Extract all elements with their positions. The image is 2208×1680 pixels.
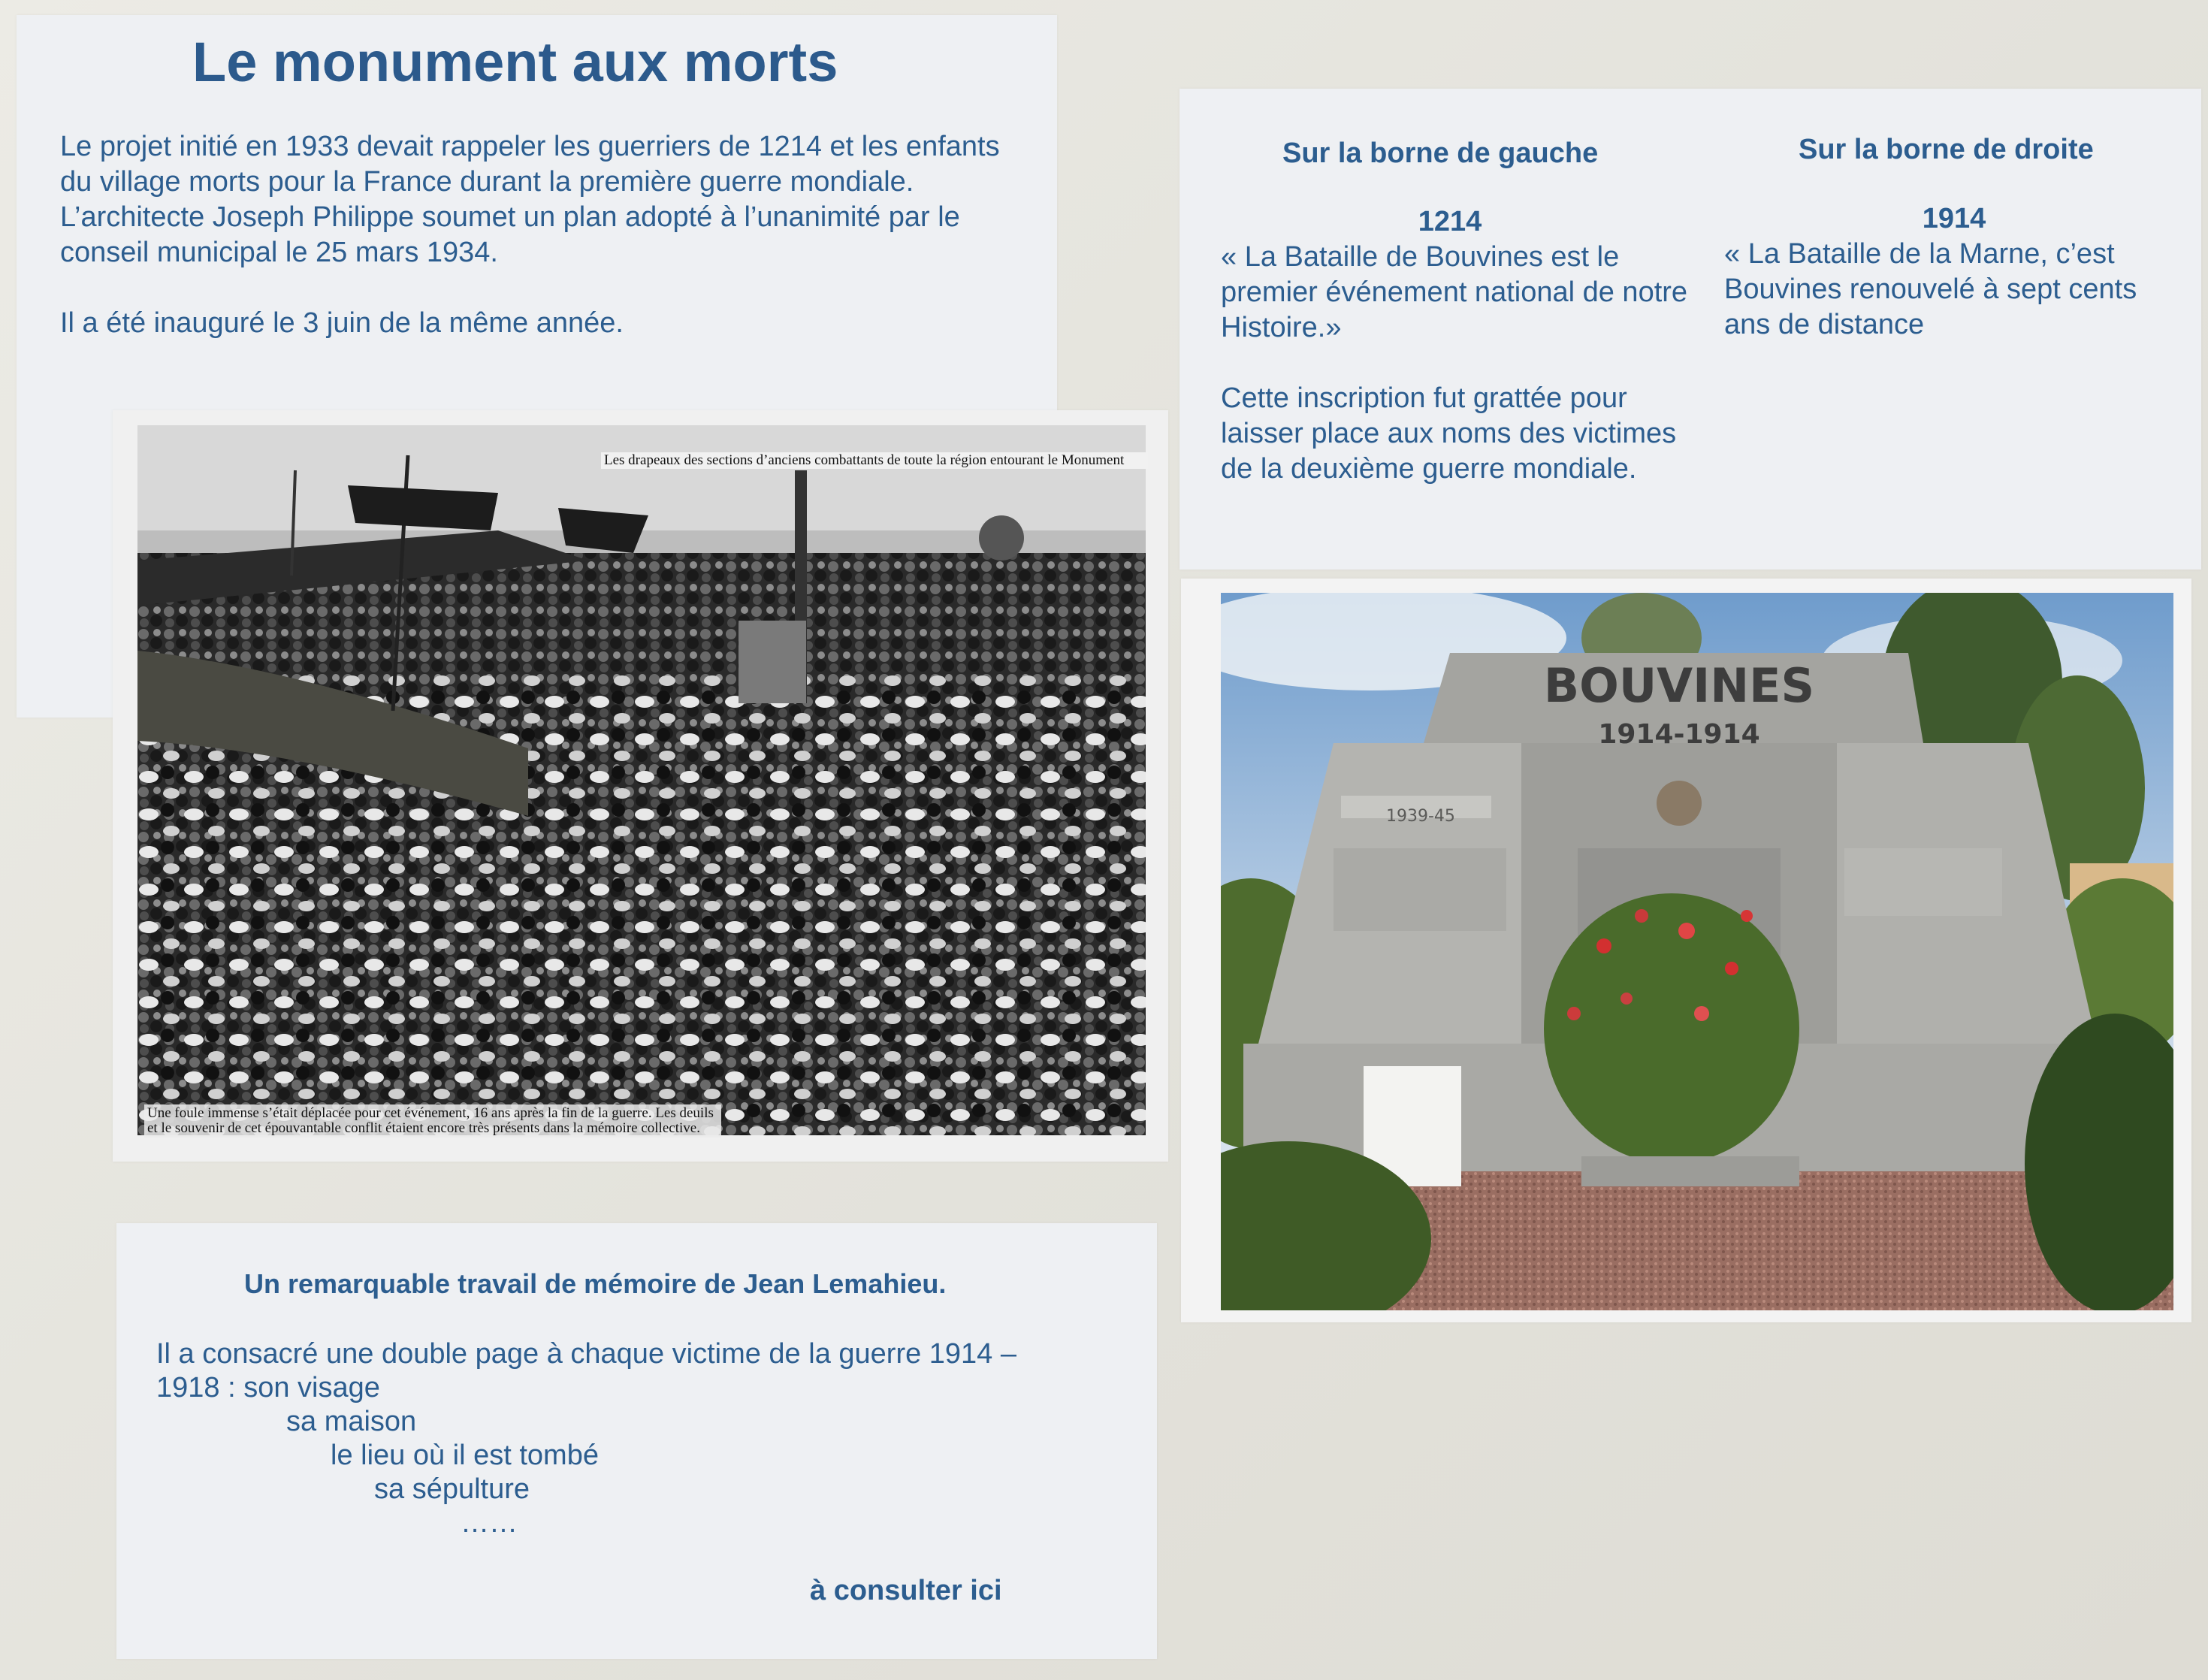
- memoire-line-6: ……: [461, 1507, 518, 1539]
- monument-left-dates: 1939-45: [1386, 807, 1455, 826]
- memoire-line-2: 1918 : son visage: [156, 1372, 380, 1404]
- memoire-line-5: sa sépulture: [374, 1473, 530, 1505]
- monument-photo: [1221, 593, 2173, 1310]
- borne-right-quote: « La Bataille de la Marne, c’est Bouvines renouvelé à sept cents ans de distance: [1724, 238, 2137, 340]
- memoire-line-3: sa maison: [286, 1406, 417, 1437]
- borne-left-year: 1214: [1418, 206, 1482, 237]
- consult-link[interactable]: à consulter ici: [810, 1575, 1002, 1606]
- archive-crowd-photo: [137, 425, 1146, 1135]
- borne-left-heading: Sur la borne de gauche: [1282, 137, 1599, 169]
- borne-left-text: [1221, 204, 1702, 487]
- borne-right-text: [1724, 201, 2190, 343]
- memoire-line-4: le lieu où il est tombé: [331, 1440, 599, 1471]
- borne-left-note: Cette inscription fut grattée pour laisser place aux noms des victimes de la deuxième guerre mondiale.: [1221, 382, 1677, 485]
- intro-paragraph-2: L’architecte Joseph Philippe soumet un plan adopté à l’unanimité par le conseil municipal le 25 mars 1934.: [60, 201, 960, 268]
- borne-left-quote: « La Bataille de Bouvines est le premier événement national de notre Histoire.»: [1221, 241, 1688, 343]
- monument-name: BOUVINES: [1543, 658, 1815, 713]
- borne-right-heading: Sur la borne de droite: [1799, 134, 2094, 165]
- memoire-text: [156, 1337, 1095, 1540]
- monument-dates: 1914-1914: [1598, 719, 1760, 750]
- borne-right-year: 1914: [1922, 203, 1986, 234]
- memoire-line-1: Il a consacré une double page à chaque victime de la guerre 1914 –: [156, 1338, 1017, 1370]
- page-title: Le monument aux morts: [192, 31, 838, 93]
- intro-text: [60, 129, 1037, 341]
- intro-paragraph-3: Il a été inauguré le 3 juin de la même année.: [60, 307, 624, 339]
- photo-caption-top: Les drapeaux des sections d’anciens combattants de toute la région entourant le Monument: [601, 452, 1148, 469]
- intro-paragraph-1: Le projet initié en 1933 devait rappeler les guerriers de 1214 et les enfants du village morts pour la France durant la première guerre mondiale.: [60, 131, 1000, 198]
- photo-caption-bottom: Une foule immense s’était déplacée pour cet événement, 16 ans après la fin de la guerre. Les deuils et le souvenir de cet épouvantable conflit étaient encore très présents dans la mémoire collective.: [144, 1104, 721, 1138]
- memoire-title: Un remarquable travail de mémoire de Jean Lemahieu.: [244, 1268, 947, 1299]
